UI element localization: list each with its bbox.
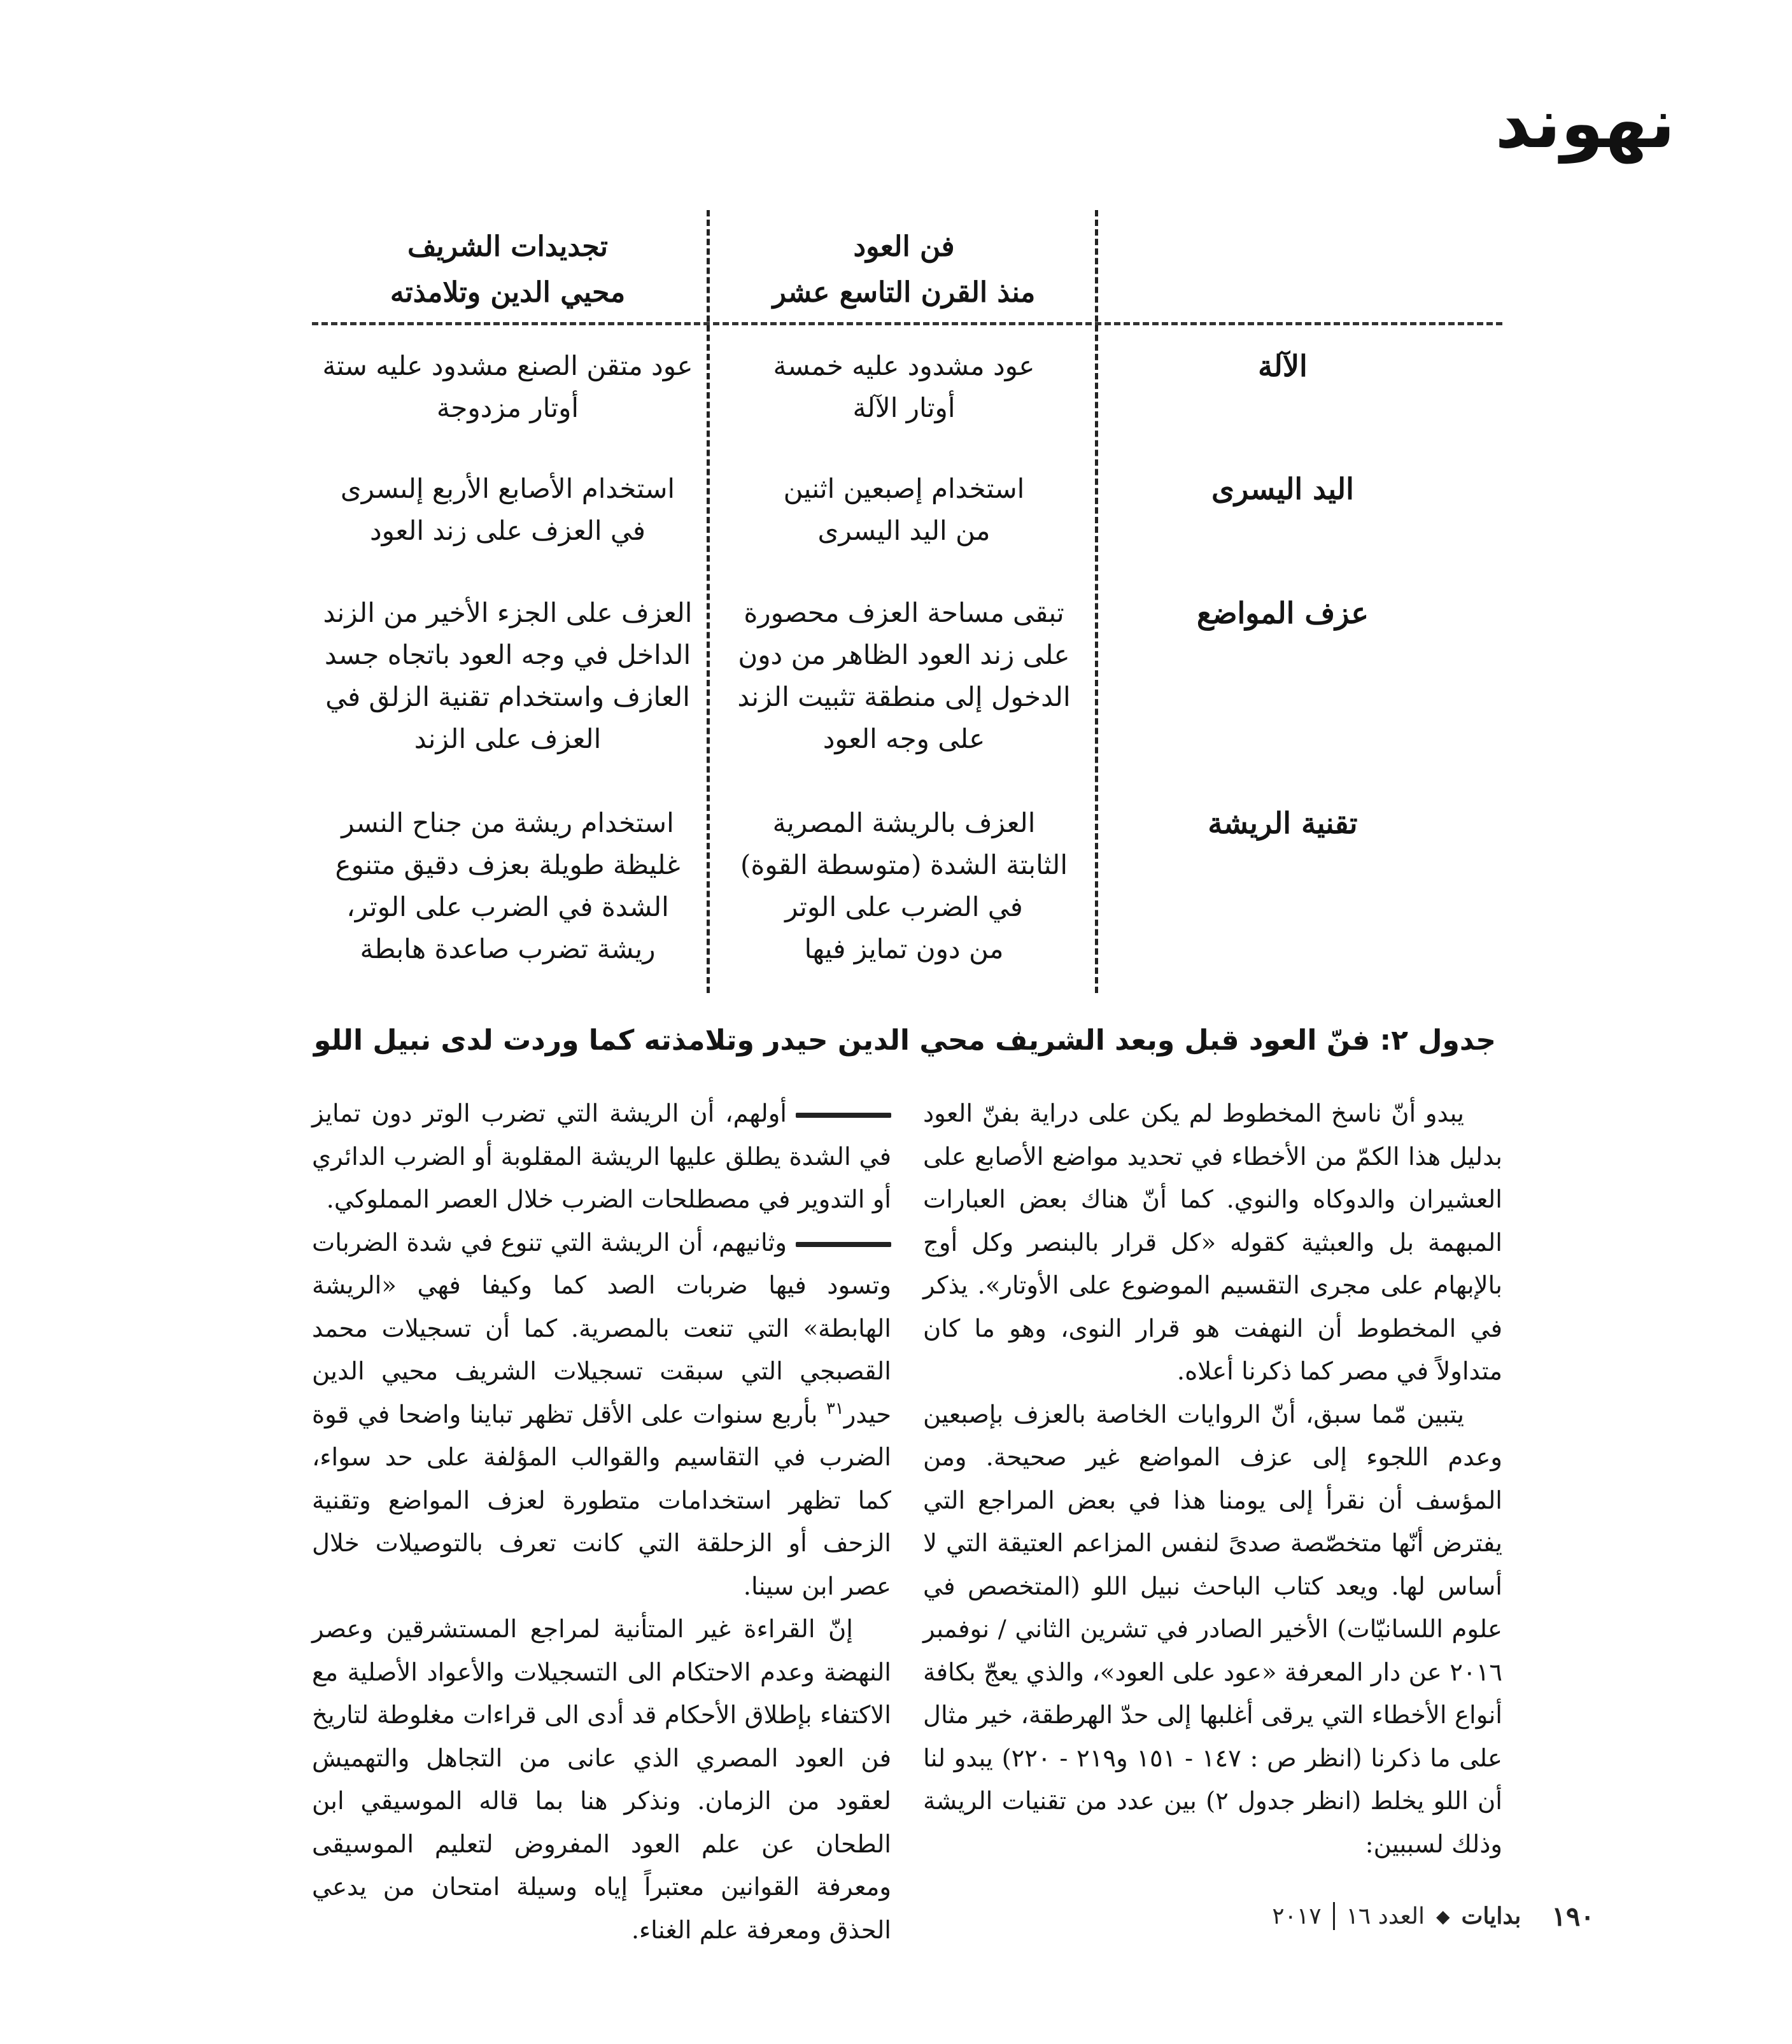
header-before: فن العود منذ القرن التاسع عشر [772, 230, 1036, 309]
table-caption: جدول ٢: فنّ العود قبل وبعد الشريف محي الدين حيدر وتلامذته كما وردت لدى نبيل اللو [313, 1024, 1496, 1057]
page-footer [1264, 1897, 1595, 1935]
row-instrument-before: عود مشدود عليه خمسة أوتار الآلة [773, 350, 1035, 423]
row-plectrum-after: استخدام ريشة من جناح النسر غليظة طويلة بعزف دقيق متنوع الشدة في الضرب على الوتر، ريشة تضرب صاعدة هابطة [335, 807, 681, 964]
journal-name: بدايات [1461, 1903, 1521, 1929]
row-plectrum-before: العزف بالريشة المصرية الثابتة الشدة (متوسطة القوة) في الضرب على الوتر من دون تمايز فيها [740, 807, 1068, 964]
table-header-rule [312, 322, 1502, 325]
paragraph: يتبين مّما سبق، أنّ الروايات الخاصة بالعزف بإصبعين وعدم اللجوء إلى عزف المواضع غير صحيحة. ومن المؤسف أن نقرأ إلى يومنا هذا في بعض المراجع التي يفترض أنّها متخصّصة صدىً لنفس المزاعم العتيقة التي لا أساس لها. ويعد كتاب الباحث نبيل اللو (المتخصص في علوم اللسانيّات) الأخير الصادر في تشرين الثاني / نوفمبر ٢٠١٦ عن دار المعرفة «عود على العود»، والذي يعجّ بكافة أنواع الأخطاء التي يرقى أغلبها إلى حدّ الهرطقة، خير مثال على ما ذكرنا (انظر ص : ١٤٧ - ١٥١ و٢١٩ - ٢٢٠) يبدو لنا أن اللو يخلط (انظر جدول ٢) بين عدد من تقنيات الريشة وذلك لسببين: [923, 1400, 1502, 1859]
page-number: ١٩٠ [1551, 1900, 1595, 1932]
paragraph: إنّ القراءة غير المتأنية لمراجع المستشرقين وعصر النهضة وعدم الاحتكام الى التسجيلات والأعواد الأصلية مع الاكتفاء بإطلاق الأحكام قد أدى الى قراءات مغلوطة لتاريخ فن العود المصري الذي عانى من التجاهل والتهميش لعقود من الزمان. ونذكر هنا بما قاله الموسيقي ابن الطحان عن علم العود المفروض لتعليم الموسيقى ومعرفة القوانين معتبراً إياه وسيلة امتحان من يدعي الحذق ومعرفة علم الغناء. [312, 1615, 891, 1945]
table-divider-right [1095, 210, 1098, 993]
body-column-right [923, 1092, 1502, 1866]
table-divider-left [707, 210, 710, 993]
row-label-positions: عزف المواضع [1196, 596, 1369, 630]
row-left-hand-before: استخدام إصبعين اثنين من اليد اليسرى [783, 473, 1025, 546]
row-label-left-hand: اليد اليسرى [1211, 472, 1354, 506]
dash-rule [796, 1113, 891, 1118]
paragraph: يبدو أنّ ناسخ المخطوط لم يكن على دراية بفنّ العود بدليل هذا الكمّ من الأخطاء في تحديد مواضع الأصابع على العشيران والدوكاه والنوي. كما أنّ هناك بعض العبارات المبهمة بل والعبثية كقوله «كل قرار بالبنصر وكل أوج بالإبهام على مجرى التقسيم الموضوع على الأوتار». يذكر في المخطوط أن النهفت هو قرار النوى، وهو ما كان متداولاً في مصر كما ذكرنا أعلاه. [923, 1099, 1502, 1386]
row-label-plectrum: تقنية الريشة [1208, 806, 1358, 840]
diamond-icon: ◆ [1436, 1905, 1450, 1927]
magazine-logo: نهوند [1495, 84, 1676, 164]
row-left-hand-after: استخدام الأصابع الأربع إلىسرى في العزف على زند العود [340, 473, 675, 546]
footer-separator [1333, 1902, 1335, 1930]
body-column-left [312, 1092, 891, 1952]
issue-year: ٢٠١٧ [1272, 1903, 1322, 1929]
dash-rule [796, 1242, 891, 1247]
row-positions-before: تبقى مساحة العزف محصورة على زند العود الظاهر من دون الدخول إلى منطقة تثبيت الزند على وجه العود [737, 597, 1071, 754]
issue-number: العدد ١٦ [1346, 1903, 1425, 1929]
row-label-instrument: الآلة [1258, 349, 1308, 383]
row-positions-after: العزف على الجزء الأخير من الزند الداخل في وجه العود باتجاه جسد العازف واستخدام تقنية الزلق في العزف على الزند [323, 597, 693, 754]
paragraph: أولهم، أن الريشة التي تضرب الوتر دون تمايز في الشدة يطلق عليها الريشة المقلوبة أو الضرب الدائري أو التدوير في مصطلحات الضرب خلال العصر المملوكي. [312, 1099, 891, 1214]
comparison-table [312, 210, 1502, 993]
paragraph: وثانيهم، أن الريشة التي تنوع في شدة الضربات وتسود فيها ضربات الصد كما وكيفا فهي «الريشة الهابطة» التي تنعت بالمصرية. كما أن تسجيلات محمد القصبجي التي سبقت تسجيلات الشريف محيي الدين حيدر$^{٣١}$ بأربع سنوات على الأقل تظهر تباينا واضحا في قوة الضرب في التقاسيم والقوالب المؤلفة على حد سواء، كما تظهر استخدامات متطورة لعزف المواضع وتقنية الزحف أو الزحلقة التي كانت تعرف بالتوصيلات خلال عصر ابن سينا. [312, 1228, 891, 1601]
header-after: تجديدات الشريف محيي الدين وتلامذته [390, 230, 626, 309]
row-instrument-after: عود متقن الصنع مشدود عليه ستة أوتار مزدوجة [322, 350, 693, 423]
footnote-ref[interactable]: ٣١ [826, 1399, 844, 1418]
